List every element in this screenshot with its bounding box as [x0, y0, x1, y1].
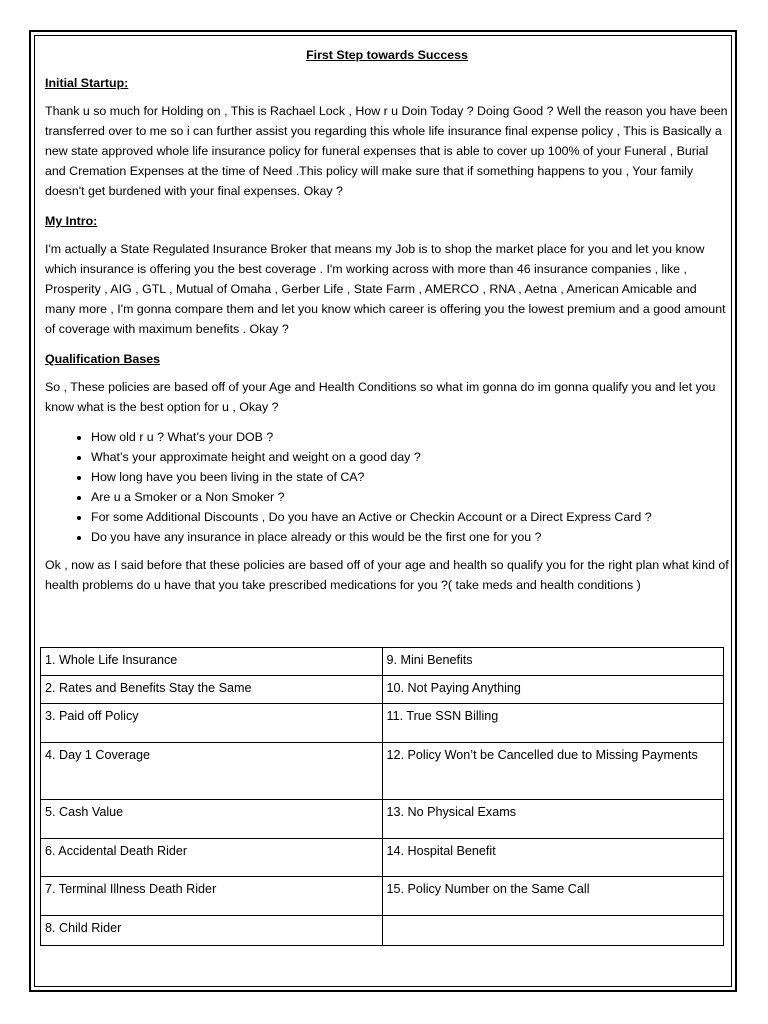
paragraph-closing: Ok , now as I said before that these policies are based off of your age and health so qualify you for the right plan what kind of health problems do u have that you take prescribed medications for you ?( take meds and health conditions ) [45, 558, 729, 592]
table-row [41, 839, 724, 877]
table-cell: 14. Hospital Benefit [382, 839, 724, 877]
paragraph-my-intro: I'm actually a State Regulated Insurance Broker that means my Job is to shop the market place for you and let you know which insurance is offering you the best coverage . I'm working across with more than 46 insurance companies , like , Prosperity , AIG , GTL , Mutual of Omaha , Gerber Life , State Farm , AMERCO , RNA , Aetna , American Amicable and many more , I'm gonna compare them and let you know which career is offering you the lowest premium and a good amount of coverage with maximum benefits . Okay ? [45, 242, 726, 336]
table-cell: 12. Policy Won’t be Cancelled due to Missing Payments [382, 743, 724, 800]
table-cell: 6. Accidental Death Rider [41, 839, 383, 877]
table-cell: 13. No Physical Exams [382, 800, 724, 839]
table-cell: 8. Child Rider [41, 916, 383, 946]
list-item: • Are u a Smoker or a Non Smoker ? [91, 487, 729, 507]
question-list [45, 427, 729, 547]
table-row [41, 704, 724, 743]
table-cell: 3. Paid off Policy [41, 704, 383, 743]
paragraph-initial-startup: Thank u so much for Holding on , This is Rachael Lock , How r u Doin Today ? Doing Good ? Well the reason you have been transferred over to me so i can further assist you regarding this whole life insurance final expense policy , This is Basically a new state approved whole life insurance policy for funeral expenses that is able to cover up 100% of your Funeral , Burial and Cremation Expenses at the time of Need .This policy will make sure that if something happens to you , Your family doesn't get burdened with your final expenses. Okay ? [45, 104, 728, 198]
table-row [41, 916, 724, 946]
paragraph-qualification-bases: So , These policies are based off of your Age and Health Conditions so what im gonna do im gonna qualify you and let you know what is the best option for u , Okay ? [45, 380, 716, 414]
table-cell: 9. Mini Benefits [382, 648, 724, 676]
list-item: • How old r u ? What’s your DOB ? [91, 427, 729, 447]
table-cell: 4. Day 1 Coverage [41, 743, 383, 800]
table-row [41, 648, 724, 676]
table-cell: 7. Terminal Illness Death Rider [41, 877, 383, 916]
list-item: • For some Additional Discounts , Do you have an Active or Checkin Account or a Direct Express Card ? [91, 507, 729, 527]
table-cell: 2. Rates and Benefits Stay the Same [41, 676, 383, 704]
table-cell: 1. Whole Life Insurance [41, 648, 383, 676]
table-cell: 5. Cash Value [41, 800, 383, 839]
table-row [41, 743, 724, 800]
benefits-table [40, 647, 724, 946]
table-cell: 15. Policy Number on the Same Call [382, 877, 724, 916]
table-row [41, 676, 724, 704]
heading-qualification-bases: Qualification Bases [45, 352, 160, 366]
heading-initial-startup: Initial Startup: [45, 76, 129, 90]
list-item: • How long have you been living in the state of CA? [91, 467, 729, 487]
document-body [45, 45, 729, 605]
table-row [41, 800, 724, 839]
list-item: • What’s your approximate height and weight on a good day ? [91, 447, 729, 467]
table-row [41, 877, 724, 916]
table-cell [382, 916, 724, 946]
table-cell: 11. True SSN Billing [382, 704, 724, 743]
table-cell: 10. Not Paying Anything [382, 676, 724, 704]
list-item: • Do you have any insurance in place already or this would be the first one for you ? [91, 527, 729, 547]
heading-my-intro: My Intro: [45, 214, 98, 228]
document-title: First Step towards Success [306, 48, 468, 62]
